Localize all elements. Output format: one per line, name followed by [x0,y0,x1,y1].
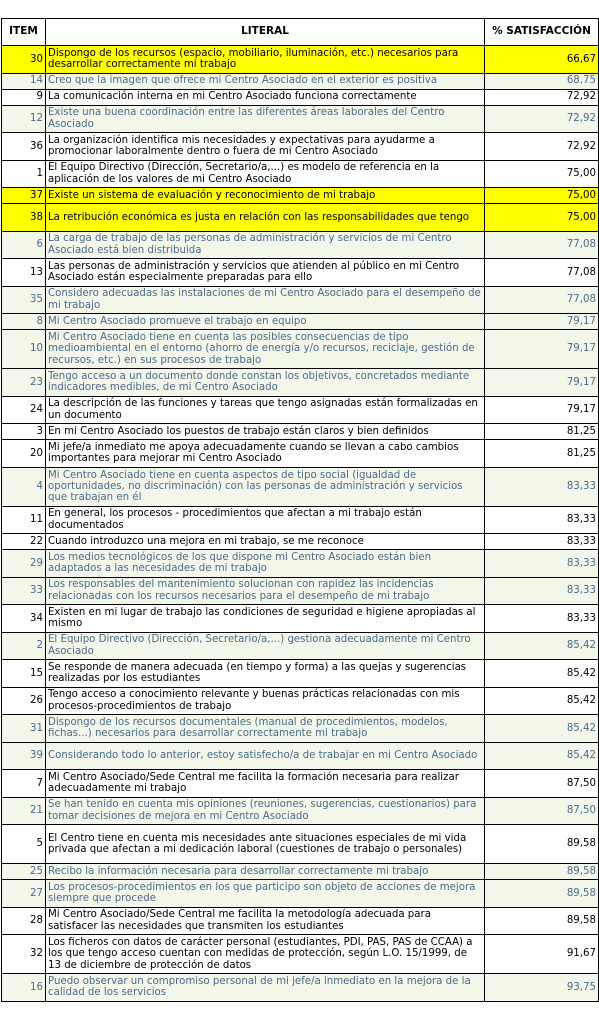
cell-satisfaccion: 85,42 [485,660,599,688]
cell-item: 31 [2,715,46,743]
cell-satisfaccion: 75,00 [485,204,599,232]
cell-literal: Existe una buena coordinación entre las diferentes áreas laborales del Centro Asociado [46,105,485,133]
cell-item: 34 [2,605,46,633]
table-row [2,660,599,688]
cell-literal: La carga de trabajo de las personas de administración y servicios de mi Centro Asociado está bien distribuida [46,231,485,259]
table-row [2,550,599,578]
cell-item: 12 [2,105,46,133]
cell-literal: La descripción de las funciones y tareas que tengo asignadas están formalizadas en un documento [46,396,485,424]
cell-literal: El Centro tiene en cuenta mis necesidades ante situaciones especiales de mi vida privada que afectan a mi dedicación laboral (cuestiones de trabajo o personales) [46,825,485,864]
cell-literal: Se han tenido en cuenta mis opiniones (reuniones, sugerencias, cuestionarios) para tomar decisiones de mejora en mi Centro Asociado [46,797,485,825]
cell-item: 39 [2,742,46,770]
cell-literal: Existe un sistema de evaluación y reconocimiento de mi trabajo [46,188,485,204]
table-row [2,46,599,74]
table-row [2,632,599,660]
cell-literal: En general, los procesos - procedimientos que afectan a mi trabajo están documentados [46,506,485,534]
cell-item: 10 [2,330,46,369]
table-row [2,935,599,974]
cell-satisfaccion: 66,67 [485,46,599,74]
cell-item: 29 [2,550,46,578]
cell-satisfaccion: 79,17 [485,396,599,424]
table-row [2,880,599,908]
cell-satisfaccion: 85,42 [485,632,599,660]
cell-satisfaccion: 83,33 [485,467,599,506]
cell-literal: Dispongo de los recursos (espacio, mobiliario, iluminación, etc.) necesarios para desarrollar correctamente mi trabajo [46,46,485,74]
cell-literal: Cuando introduzco una mejora en mi trabajo, se me reconoce [46,534,485,550]
cell-literal: Recibo la información necesaria para desarrollar correctamente mi trabajo [46,864,485,880]
cell-literal: La retribución económica es justa en relación con las responsabilidades que tengo [46,204,485,232]
cell-item: 21 [2,797,46,825]
cell-literal: Las personas de administración y servicios que atienden al público en mi Centro Asociado están especialmente preparadas para ello [46,259,485,287]
cell-literal: Los medios tecnológicos de los que dispone mi Centro Asociado están bien adaptados a las necesidades de mi trabajo [46,550,485,578]
cell-satisfaccion: 83,33 [485,605,599,633]
table-row [2,974,599,1002]
cell-literal: Mi Centro Asociado/Sede Central me facilita la formación necesaria para realizar adecuadamente mi trabajo [46,770,485,798]
cell-item: 23 [2,369,46,397]
cell-satisfaccion: 87,50 [485,797,599,825]
cell-item: 30 [2,46,46,74]
cell-literal: Mi Centro Asociado tiene en cuenta las posibles consecuencias de tipo medioambiental en el entorno (ahorro de energía y/o recursos, reciclaje, gestión de recursos, etc.) en sus procesos de trabajo [46,330,485,369]
cell-literal: Mi Centro Asociado tiene en cuenta aspectos de tipo social (igualdad de oportunidades, no discriminación) con las personas de administración y servicios que trabajan en él [46,467,485,506]
cell-satisfaccion: 75,00 [485,188,599,204]
table-row [2,105,599,133]
cell-literal: Tengo acceso a un documento donde constan los objetivos, concretados mediante indicadores medibles, de mi Centro Asociado [46,369,485,397]
table-row [2,534,599,550]
cell-item: 8 [2,314,46,330]
cell-satisfaccion: 79,17 [485,369,599,397]
cell-satisfaccion: 72,92 [485,133,599,161]
table-row [2,89,599,105]
cell-literal: Considero adecuadas las instalaciones de mi Centro Asociado para el desempeño de mi trabajo [46,286,485,314]
cell-satisfaccion: 85,42 [485,742,599,770]
cell-satisfaccion: 81,25 [485,440,599,468]
cell-literal: La organización identifica mis necesidades y expectativas para ayudarme a promocionar laboralmente dentro o fuera de mi Centro Asociado [46,133,485,161]
cell-literal: Existen en mi lugar de trabajo las condiciones de seguridad e higiene apropiadas al mismo [46,605,485,633]
table-row [2,286,599,314]
cell-literal: En mi Centro Asociado los puestos de trabajo están claros y bien definidos [46,424,485,440]
cell-satisfaccion: 83,33 [485,534,599,550]
table-row [2,440,599,468]
table-row [2,188,599,204]
table-row [2,467,599,506]
table-row [2,204,599,232]
table-row [2,577,599,605]
cell-satisfaccion: 75,00 [485,160,599,188]
cell-satisfaccion: 77,08 [485,286,599,314]
table-row [2,506,599,534]
cell-satisfaccion: 68,75 [485,73,599,89]
cell-item: 5 [2,825,46,864]
cell-satisfaccion: 91,67 [485,935,599,974]
cell-item: 33 [2,577,46,605]
table-row [2,330,599,369]
cell-item: 36 [2,133,46,161]
cell-satisfaccion: 87,50 [485,770,599,798]
table-row [2,424,599,440]
satisfaction-table-container [1,18,599,1002]
cell-item: 28 [2,907,46,935]
cell-literal: Considerando todo lo anterior, estoy satisfecho/a de trabajar en mi Centro Asociado [46,742,485,770]
cell-item: 15 [2,660,46,688]
table-row [2,770,599,798]
cell-satisfaccion: 89,58 [485,880,599,908]
table-row [2,864,599,880]
table-row [2,259,599,287]
cell-satisfaccion: 77,08 [485,231,599,259]
cell-item: 9 [2,89,46,105]
cell-literal: Creo que la imagen que ofrece mi Centro Asociado en el exterior es positiva [46,73,485,89]
satisfaction-table [1,18,599,1002]
cell-satisfaccion: 77,08 [485,259,599,287]
cell-satisfaccion: 81,25 [485,424,599,440]
cell-item: 14 [2,73,46,89]
table-row [2,907,599,935]
cell-item: 22 [2,534,46,550]
cell-satisfaccion: 83,33 [485,577,599,605]
cell-item: 16 [2,974,46,1002]
cell-item: 32 [2,935,46,974]
cell-satisfaccion: 89,58 [485,907,599,935]
cell-literal: La comunicación interna en mi Centro Asociado funciona correctamente [46,89,485,105]
table-row [2,687,599,715]
cell-item: 3 [2,424,46,440]
table-row [2,715,599,743]
header-item: ITEM [2,19,46,46]
cell-satisfaccion: 89,58 [485,864,599,880]
cell-literal: Mi jefe/a inmediato me apoya adecuadamente cuando se llevan a cabo cambios importantes para mejorar mi Centro Asociado [46,440,485,468]
cell-literal: Se responde de manera adecuada (en tiempo y forma) a las quejas y sugerencias realizadas por los estudiantes [46,660,485,688]
cell-item: 26 [2,687,46,715]
table-row [2,396,599,424]
cell-satisfaccion: 72,92 [485,105,599,133]
table-row [2,133,599,161]
cell-literal: El Equipo Directivo (Dirección, Secretario/a,...) gestiona adecuadamente mi Centro Asociado [46,632,485,660]
table-row [2,825,599,864]
cell-item: 13 [2,259,46,287]
cell-literal: Puedo observar un compromiso personal de mi jefe/a inmediato en la mejora de la calidad de los servicios [46,974,485,1002]
cell-literal: Los ficheros con datos de carácter personal (estudiantes, PDI, PAS, PAS de CCAA) a los que tengo acceso cuentan con medidas de protección, según L.O. 15/1999, de 13 de diciembre de protección de datos [46,935,485,974]
cell-satisfaccion: 83,33 [485,506,599,534]
cell-satisfaccion: 85,42 [485,687,599,715]
table-row [2,797,599,825]
cell-literal: Tengo acceso a conocimiento relevante y buenas prácticas relacionadas con mis procesos-procedimientos de trabajo [46,687,485,715]
cell-satisfaccion: 72,92 [485,89,599,105]
table-header-row [2,19,599,46]
cell-item: 37 [2,188,46,204]
table-row [2,160,599,188]
cell-item: 2 [2,632,46,660]
cell-satisfaccion: 83,33 [485,550,599,578]
cell-literal: El Equipo Directivo (Dirección, Secretario/a,...) es modelo de referencia en la aplicación de los valores de mi Centro Asociado [46,160,485,188]
cell-item: 38 [2,204,46,232]
cell-satisfaccion: 93,75 [485,974,599,1002]
table-row [2,73,599,89]
header-literal: LITERAL [46,19,485,46]
cell-satisfaccion: 79,17 [485,330,599,369]
cell-literal: Dispongo de los recursos documentales (manual de procedimientos, modelos, fichas...) necesarios para desarrollar correctamente mi trabajo [46,715,485,743]
cell-satisfaccion: 89,58 [485,825,599,864]
cell-item: 6 [2,231,46,259]
cell-item: 24 [2,396,46,424]
header-satisfaccion: % SATISFACCIÓN [485,19,599,46]
cell-item: 35 [2,286,46,314]
table-row [2,314,599,330]
cell-item: 20 [2,440,46,468]
cell-item: 27 [2,880,46,908]
table-row [2,742,599,770]
cell-literal: Mi Centro Asociado/Sede Central me facilita la metodología adecuada para satisfacer las necesidades que transmiten los estudiantes [46,907,485,935]
cell-item: 11 [2,506,46,534]
cell-item: 25 [2,864,46,880]
cell-literal: Mi Centro Asociado promueve el trabajo en equipo [46,314,485,330]
cell-literal: Los procesos-procedimientos en los que participo son objeto de acciones de mejora siempre que procede [46,880,485,908]
cell-literal: Los responsables del mantenimiento solucionan con rapidez las incidencias relacionadas con los recursos necesarios para el desempeño de mi trabajo [46,577,485,605]
table-row [2,231,599,259]
table-row [2,369,599,397]
table-row [2,605,599,633]
cell-item: 7 [2,770,46,798]
cell-item: 4 [2,467,46,506]
cell-satisfaccion: 85,42 [485,715,599,743]
cell-item: 1 [2,160,46,188]
cell-satisfaccion: 79,17 [485,314,599,330]
table-body [2,46,599,1002]
